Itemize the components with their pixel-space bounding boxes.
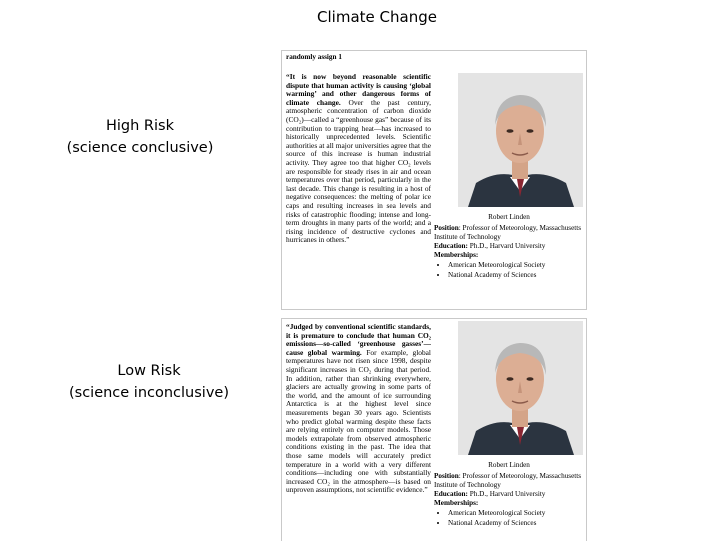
expert-bio <box>434 213 584 280</box>
expert-quote <box>286 73 431 307</box>
position-value: : Professor of Meteorology, Massachusetts Institute of Technology <box>434 472 582 490</box>
expert-memberships <box>434 499 584 508</box>
condition-label-line2: (science conclusive) <box>66 140 214 156</box>
expert-quote <box>286 323 431 541</box>
condition-label-line1: High Risk <box>106 118 174 134</box>
membership-item: • National Academy of Sciences <box>448 519 584 528</box>
education-label: Education: <box>434 242 468 251</box>
expert-education <box>434 490 584 499</box>
position-value: : Professor of Meteorology, Massachusetts Institute of Technology <box>434 224 582 242</box>
quote-body: For example, global temperatures have not risen since 1998, despite significant increases in CO₂ during that period. In addition, rather than shrinking everywhere, glaciers are actually growing in some parts of the world, and the amount of ice surrounding Antarctica is at the highest level since measurements began 30 years ago. Scientists who predict global warming despite these facts are relying entirely on computer models. Those models extrapolate from observed atmospheric conditions existing in the past. The idea that those same models will accurately predict temperature in a world with a very different conditions—including one with substantially increased CO₂ in the atmosphere—is based on unproven assumptions, not scientific evidence.” <box>286 347 431 495</box>
condition-label-high-risk <box>5 115 275 159</box>
expert-position <box>434 224 584 242</box>
expert-photo <box>458 321 583 455</box>
quote-lead: “Judged by conventional scientific standards, it is premature to conclude that human CO₂ emissions—so-called ‘greenhouse gasses’—cause global warming. <box>286 323 431 357</box>
condition-label-line1: Low Risk <box>117 363 181 379</box>
membership-item: • National Academy of Sciences <box>448 271 584 280</box>
expert-photo <box>458 73 583 207</box>
quote-body: Over the past century, atmospheric concentration of carbon dioxide (CO₂)—called a “greenhouse gas” because of its contribution to trapping heat—has increased to historically unprecedented levels. Scientific authorities at all major universities agree that the source of this increase is human industrial activity. They agree too that higher CO₂ levels are responsible for steady rises in air and ocean temperatures over that period, particularly in the last decade. This change is resulting in a host of negative consequences: the melting of polar ice caps and resulting increases in sea levels and risks of catastrophic flooding; intense and long-term droughts in many parts of the world; and a rising incidence of destructive cyclones and hurricanes in others.” <box>286 97 431 245</box>
position-label: Position <box>434 224 459 233</box>
memberships-label: Memberships: <box>434 499 479 508</box>
education-value: Ph.D., Harvard University <box>467 242 546 251</box>
education-label: Education: <box>434 490 468 499</box>
slide-title: Climate Change <box>317 8 437 26</box>
quote-lead: “It is now beyond reasonable scientific dispute that human activity is causing ‘global warming’ and other dangerous forms of climate change. <box>286 73 431 107</box>
expert-portrait-image <box>458 73 583 207</box>
education-value: Ph.D., Harvard University <box>467 490 546 499</box>
expert-panel-low-risk <box>281 318 587 541</box>
expert-name: Robert Linden <box>488 213 530 221</box>
memberships-list <box>434 261 584 279</box>
condition-label-low-risk <box>14 360 284 404</box>
membership-item: • American Meteorological Society <box>448 509 584 518</box>
expert-bio <box>434 461 584 528</box>
expert-panel-high-risk <box>281 50 587 310</box>
membership-item: • American Meteorological Society <box>448 261 584 270</box>
memberships-list <box>434 509 584 527</box>
expert-memberships <box>434 251 584 260</box>
condition-label-line2: (science inconclusive) <box>68 385 229 401</box>
expert-education <box>434 242 584 251</box>
position-label: Position <box>434 472 459 481</box>
expert-name: Robert Linden <box>488 461 530 469</box>
expert-portrait-image <box>458 321 583 455</box>
expert-position <box>434 472 584 490</box>
memberships-label: Memberships: <box>434 251 479 260</box>
assignment-header: randomly assign 1 <box>286 53 342 61</box>
